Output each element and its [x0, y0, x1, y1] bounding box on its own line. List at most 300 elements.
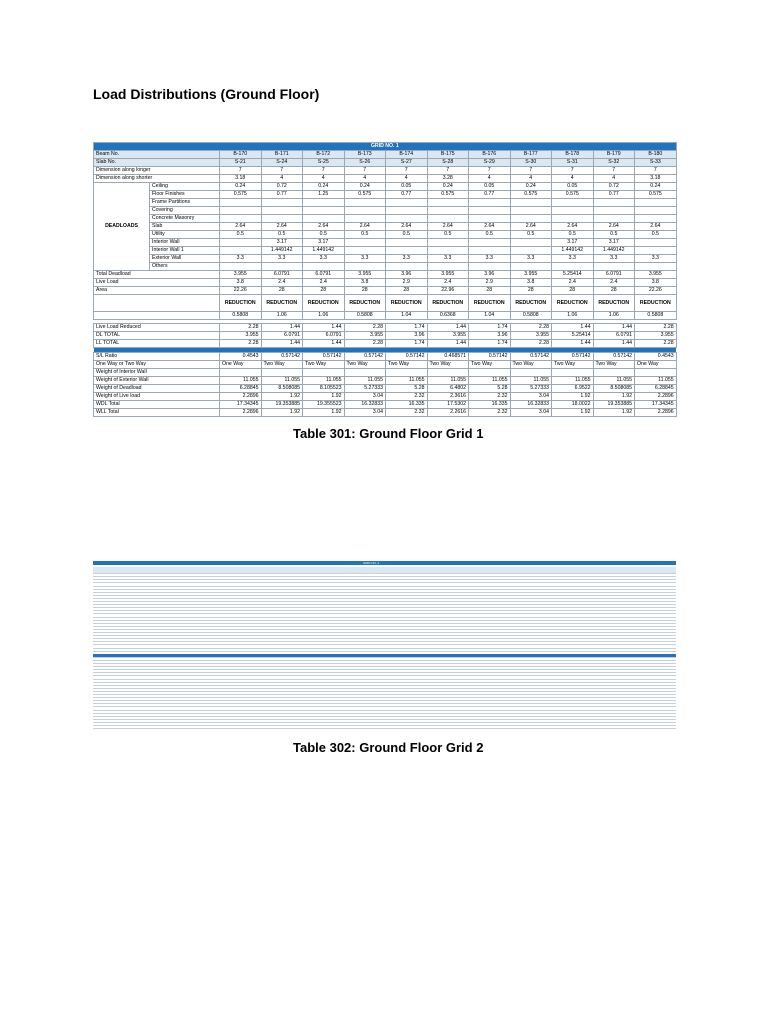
- value-cell: 3.955: [220, 332, 262, 340]
- value-cell: 3.18: [635, 175, 677, 183]
- value-cell: 3.17: [552, 239, 594, 247]
- blank-cell: [94, 295, 220, 312]
- table-row: [94, 340, 677, 348]
- table-row: [94, 183, 677, 191]
- value-cell: 11.055: [427, 377, 469, 385]
- value-cell: 0.5: [303, 231, 345, 239]
- value-cell: [303, 369, 345, 377]
- value-cell: [220, 263, 262, 271]
- value-cell: 1.44: [303, 340, 345, 348]
- value-cell: 5.27333: [510, 385, 552, 393]
- value-cell: [303, 207, 345, 215]
- value-cell: [427, 247, 469, 255]
- value-cell: 16.32833: [344, 401, 386, 409]
- reduction-value: 0.5808: [635, 312, 677, 320]
- value-cell: [593, 369, 635, 377]
- value-cell: 11.055: [386, 377, 428, 385]
- value-cell: 0.05: [386, 183, 428, 191]
- reduction-header-row: [94, 295, 677, 312]
- slab-number: S-25: [303, 159, 345, 167]
- row-label: One Way or Two Way: [94, 361, 220, 369]
- value-cell: [552, 199, 594, 207]
- beam-number-row: [94, 151, 677, 159]
- slab-number: S-32: [593, 159, 635, 167]
- reduction-value: 0.5808: [510, 312, 552, 320]
- row-label: Live Load: [94, 279, 220, 287]
- table-row: [94, 175, 677, 183]
- reduction-label: REDUCTION: [427, 295, 469, 312]
- value-cell: 0.5: [220, 231, 262, 239]
- reduction-value: 1.06: [593, 312, 635, 320]
- value-cell: 0.5: [593, 231, 635, 239]
- value-cell: 0.05: [469, 183, 511, 191]
- value-cell: 1.44: [427, 324, 469, 332]
- value-cell: 11.055: [261, 377, 303, 385]
- value-cell: 28: [469, 287, 511, 295]
- value-cell: [635, 207, 677, 215]
- value-cell: 2.28: [635, 324, 677, 332]
- reduction-label: REDUCTION: [386, 295, 428, 312]
- value-cell: 2.64: [510, 223, 552, 231]
- value-cell: 1.44: [427, 340, 469, 348]
- slab-number: S-21: [220, 159, 262, 167]
- value-cell: 0.57142: [593, 353, 635, 361]
- value-cell: 11.055: [303, 377, 345, 385]
- value-cell: 1.92: [552, 393, 594, 401]
- value-cell: 6.0791: [303, 332, 345, 340]
- value-cell: 11.055: [469, 377, 511, 385]
- value-cell: 0.575: [220, 191, 262, 199]
- value-cell: 0.5: [261, 231, 303, 239]
- value-cell: 2.64: [427, 223, 469, 231]
- value-cell: [220, 239, 262, 247]
- value-cell: [469, 239, 511, 247]
- row-label: Exterior Wall: [150, 255, 220, 263]
- value-cell: 22.26: [220, 287, 262, 295]
- value-cell: 6.28845: [220, 385, 262, 393]
- row-label: Slab: [150, 223, 220, 231]
- value-cell: Two Way: [344, 361, 386, 369]
- table-row: [94, 239, 677, 247]
- value-cell: 28: [552, 287, 594, 295]
- table-row: [94, 369, 677, 377]
- value-cell: 7: [386, 167, 428, 175]
- reduction-value: 0.5808: [344, 312, 386, 320]
- value-cell: 3.8: [510, 279, 552, 287]
- value-cell: 2.28: [510, 324, 552, 332]
- value-cell: [510, 369, 552, 377]
- value-cell: 0.77: [593, 191, 635, 199]
- table-row: [94, 409, 677, 417]
- reduction-label: REDUCTION: [344, 295, 386, 312]
- value-cell: [635, 247, 677, 255]
- value-cell: 2.4: [427, 279, 469, 287]
- value-cell: 1.449142: [593, 247, 635, 255]
- value-cell: 3.955: [427, 271, 469, 279]
- value-cell: 1.44: [593, 340, 635, 348]
- value-cell: 1.92: [303, 409, 345, 417]
- beam-number: B-180: [635, 151, 677, 159]
- value-cell: 8.508085: [261, 385, 303, 393]
- value-cell: 0.05: [552, 183, 594, 191]
- beam-number: B-170: [220, 151, 262, 159]
- value-cell: 3.3: [261, 255, 303, 263]
- slab-number: S-30: [510, 159, 552, 167]
- table-row: [94, 324, 677, 332]
- value-cell: [469, 207, 511, 215]
- value-cell: 2.64: [220, 223, 262, 231]
- value-cell: 7: [427, 167, 469, 175]
- value-cell: 3.3: [386, 255, 428, 263]
- value-cell: [510, 247, 552, 255]
- value-cell: 3.17: [261, 239, 303, 247]
- row-label: Others: [150, 263, 220, 271]
- table-302-caption: Table 302: Ground Floor Grid 2: [293, 740, 484, 755]
- value-cell: [220, 369, 262, 377]
- value-cell: 3.96: [386, 332, 428, 340]
- grid-1-table: [93, 142, 677, 417]
- value-cell: 2.64: [386, 223, 428, 231]
- beam-number: B-175: [427, 151, 469, 159]
- value-cell: 0.57142: [552, 353, 594, 361]
- table-row: [94, 279, 677, 287]
- value-cell: Two Way: [386, 361, 428, 369]
- value-cell: 2.2616: [427, 409, 469, 417]
- value-cell: [427, 369, 469, 377]
- value-cell: 1.92: [303, 393, 345, 401]
- reduction-label: REDUCTION: [510, 295, 552, 312]
- row-label: Ceiling: [150, 183, 220, 191]
- value-cell: Two Way: [427, 361, 469, 369]
- value-cell: 1.44: [261, 324, 303, 332]
- row-label: Interior Wall 1: [150, 247, 220, 255]
- value-cell: 2.3616: [427, 393, 469, 401]
- value-cell: 3.955: [220, 271, 262, 279]
- value-cell: 2.64: [261, 223, 303, 231]
- value-cell: 6.0791: [261, 271, 303, 279]
- value-cell: 3.3: [469, 255, 511, 263]
- value-cell: 11.055: [220, 377, 262, 385]
- value-cell: [469, 369, 511, 377]
- value-cell: 0.57142: [303, 353, 345, 361]
- row-label: S/L Ratio: [94, 353, 220, 361]
- value-cell: 0.575: [510, 191, 552, 199]
- deadloads-label: DEADLOADS: [94, 183, 150, 271]
- grid-2-title: GRID NO. 2: [363, 561, 380, 565]
- value-cell: [344, 207, 386, 215]
- value-cell: [469, 263, 511, 271]
- value-cell: [469, 215, 511, 223]
- value-cell: 5.27333: [344, 385, 386, 393]
- value-cell: [220, 247, 262, 255]
- slab-number: S-33: [635, 159, 677, 167]
- value-cell: 3.3: [635, 255, 677, 263]
- value-cell: 19.353885: [261, 401, 303, 409]
- value-cell: 2.32: [469, 409, 511, 417]
- beam-number: B-172: [303, 151, 345, 159]
- value-cell: 0.77: [261, 191, 303, 199]
- table-row: [94, 247, 677, 255]
- reduction-value: 1.06: [552, 312, 594, 320]
- value-cell: One Way: [635, 361, 677, 369]
- value-cell: 2.28: [635, 340, 677, 348]
- value-cell: 1.44: [303, 324, 345, 332]
- value-cell: 3.04: [344, 393, 386, 401]
- value-cell: [427, 239, 469, 247]
- value-cell: [220, 215, 262, 223]
- value-cell: 1.449142: [552, 247, 594, 255]
- value-cell: 3.955: [510, 332, 552, 340]
- value-cell: [552, 207, 594, 215]
- value-cell: 0.24: [220, 183, 262, 191]
- value-cell: 1.74: [469, 340, 511, 348]
- grid-2-row: [93, 725, 676, 729]
- table-row: [94, 332, 677, 340]
- value-cell: 1.44: [593, 324, 635, 332]
- value-cell: 19.353885: [593, 401, 635, 409]
- value-cell: 0.57142: [344, 353, 386, 361]
- slab-number: S-26: [344, 159, 386, 167]
- row-label: WDL Total: [94, 401, 220, 409]
- row-label: Utility: [150, 231, 220, 239]
- value-cell: 5.25414: [552, 332, 594, 340]
- table-row: [94, 287, 677, 295]
- value-cell: 7: [303, 167, 345, 175]
- beam-number: B-179: [593, 151, 635, 159]
- value-cell: One Way: [220, 361, 262, 369]
- row-label: Covering: [150, 207, 220, 215]
- table-row: [94, 393, 677, 401]
- value-cell: [261, 215, 303, 223]
- table-row: [94, 191, 677, 199]
- slab-number-row: [94, 159, 677, 167]
- beam-number: B-174: [386, 151, 428, 159]
- value-cell: 0.57142: [510, 353, 552, 361]
- value-cell: [427, 207, 469, 215]
- value-cell: 2.4: [261, 279, 303, 287]
- grid-2-table-thumbnail: [93, 561, 676, 729]
- value-cell: 3.955: [635, 271, 677, 279]
- value-cell: 17.34345: [635, 401, 677, 409]
- reduction-label: REDUCTION: [261, 295, 303, 312]
- page-heading: Load Distributions (Ground Floor): [93, 86, 320, 102]
- value-cell: 3.955: [344, 332, 386, 340]
- row-label: Total Deadload: [94, 271, 220, 279]
- value-cell: 0.24: [427, 183, 469, 191]
- row-label: Dimension along shorter: [94, 175, 220, 183]
- value-cell: 3.3: [510, 255, 552, 263]
- value-cell: 3.96: [386, 271, 428, 279]
- value-cell: 0.24: [635, 183, 677, 191]
- row-label: Dimension along longer: [94, 167, 220, 175]
- value-cell: [386, 369, 428, 377]
- slab-number: S-31: [552, 159, 594, 167]
- value-cell: 7: [510, 167, 552, 175]
- reduction-value: 1.06: [261, 312, 303, 320]
- value-cell: [635, 215, 677, 223]
- value-cell: 7: [593, 167, 635, 175]
- value-cell: 2.64: [593, 223, 635, 231]
- value-cell: 11.055: [552, 377, 594, 385]
- value-cell: 2.32: [386, 393, 428, 401]
- value-cell: 0.24: [344, 183, 386, 191]
- value-cell: [635, 199, 677, 207]
- table-row: [94, 401, 677, 409]
- row-label: DL TOTAL: [94, 332, 220, 340]
- value-cell: 6.0791: [261, 332, 303, 340]
- value-cell: [261, 207, 303, 215]
- value-cell: 7: [261, 167, 303, 175]
- row-label: Concrete Masonry: [150, 215, 220, 223]
- value-cell: 7: [220, 167, 262, 175]
- value-cell: 2.64: [303, 223, 345, 231]
- value-cell: 3.3: [593, 255, 635, 263]
- value-cell: 3.955: [344, 271, 386, 279]
- value-cell: 2.2896: [635, 393, 677, 401]
- value-cell: 4: [469, 175, 511, 183]
- value-cell: [344, 239, 386, 247]
- value-cell: 4: [261, 175, 303, 183]
- value-cell: 5.28: [469, 385, 511, 393]
- row-label: Beam No.: [94, 151, 220, 159]
- value-cell: [386, 207, 428, 215]
- value-cell: 17.5302: [427, 401, 469, 409]
- value-cell: 6.28845: [635, 385, 677, 393]
- value-cell: 11.055: [510, 377, 552, 385]
- value-cell: [344, 263, 386, 271]
- value-cell: 2.4: [303, 279, 345, 287]
- value-cell: [593, 199, 635, 207]
- value-cell: 0.57142: [469, 353, 511, 361]
- beam-number: B-171: [261, 151, 303, 159]
- value-cell: 0.5: [552, 231, 594, 239]
- slab-number: S-24: [261, 159, 303, 167]
- value-cell: [510, 263, 552, 271]
- value-cell: 8.508085: [593, 385, 635, 393]
- value-cell: [593, 215, 635, 223]
- value-cell: 28: [261, 287, 303, 295]
- value-cell: 4: [303, 175, 345, 183]
- value-cell: 2.32: [386, 409, 428, 417]
- value-cell: 0.57142: [261, 353, 303, 361]
- value-cell: 16.32833: [510, 401, 552, 409]
- value-cell: 18.0022: [552, 401, 594, 409]
- grid-2-title-bar: [93, 561, 676, 565]
- value-cell: 3.17: [303, 239, 345, 247]
- row-label: Weight of Interior Wall: [94, 369, 220, 377]
- value-cell: 0.4543: [220, 353, 262, 361]
- value-cell: [344, 247, 386, 255]
- value-cell: 2.9: [386, 279, 428, 287]
- value-cell: 0.575: [427, 191, 469, 199]
- value-cell: 2.28: [344, 340, 386, 348]
- value-cell: 16.335: [386, 401, 428, 409]
- reduction-label: REDUCTION: [552, 295, 594, 312]
- value-cell: 0.24: [510, 183, 552, 191]
- value-cell: 11.055: [344, 377, 386, 385]
- reduction-label: REDUCTION: [593, 295, 635, 312]
- value-cell: 4: [386, 175, 428, 183]
- value-cell: 0.72: [261, 183, 303, 191]
- value-cell: 2.64: [635, 223, 677, 231]
- slab-number: S-28: [427, 159, 469, 167]
- reduction-value: 1.06: [303, 312, 345, 320]
- value-cell: [344, 215, 386, 223]
- value-cell: 28: [303, 287, 345, 295]
- value-cell: 1.44: [552, 340, 594, 348]
- value-cell: 0.5: [469, 231, 511, 239]
- value-cell: 3.3: [220, 255, 262, 263]
- value-cell: 11.055: [593, 377, 635, 385]
- row-label: Slab No.: [94, 159, 220, 167]
- value-cell: Two Way: [552, 361, 594, 369]
- value-cell: [386, 247, 428, 255]
- value-cell: 0.5: [510, 231, 552, 239]
- value-cell: 2.9: [469, 279, 511, 287]
- grid-title: GRID NO. 1: [94, 143, 677, 151]
- value-cell: 2.28: [220, 340, 262, 348]
- table-row: [94, 207, 677, 215]
- value-cell: [386, 215, 428, 223]
- value-cell: [552, 263, 594, 271]
- reduction-label: REDUCTION: [303, 295, 345, 312]
- value-cell: 1.74: [386, 324, 428, 332]
- row-label: LL TOTAL: [94, 340, 220, 348]
- reduction-value: 1.04: [469, 312, 511, 320]
- value-cell: 0.575: [635, 191, 677, 199]
- row-label: Weight of Deadload: [94, 385, 220, 393]
- value-cell: 3.3: [303, 255, 345, 263]
- slab-number: S-27: [386, 159, 428, 167]
- reduction-label: REDUCTION: [469, 295, 511, 312]
- value-cell: 3.8: [220, 279, 262, 287]
- table-row: [94, 255, 677, 263]
- value-cell: 1.92: [593, 409, 635, 417]
- value-cell: 28: [344, 287, 386, 295]
- reduction-value: 0.6368: [427, 312, 469, 320]
- reduction-label: REDUCTION: [220, 295, 262, 312]
- value-cell: [303, 199, 345, 207]
- value-cell: 0.77: [469, 191, 511, 199]
- value-cell: [593, 207, 635, 215]
- value-cell: 2.4: [593, 279, 635, 287]
- value-cell: [386, 239, 428, 247]
- value-cell: 0.5: [344, 231, 386, 239]
- value-cell: 0.5: [386, 231, 428, 239]
- row-label: Interior Wall: [150, 239, 220, 247]
- value-cell: Two Way: [469, 361, 511, 369]
- value-cell: 19.355523: [303, 401, 345, 409]
- value-cell: [552, 215, 594, 223]
- value-cell: 3.96: [469, 332, 511, 340]
- value-cell: 4: [344, 175, 386, 183]
- value-cell: [469, 247, 511, 255]
- value-cell: 1.92: [593, 393, 635, 401]
- value-cell: [220, 207, 262, 215]
- table-row: [94, 377, 677, 385]
- value-cell: 2.2896: [220, 393, 262, 401]
- value-cell: 3.8: [344, 279, 386, 287]
- value-cell: 3.955: [510, 271, 552, 279]
- beam-number: B-178: [552, 151, 594, 159]
- value-cell: 3.04: [510, 393, 552, 401]
- value-cell: [344, 199, 386, 207]
- value-cell: 4: [593, 175, 635, 183]
- value-cell: [593, 263, 635, 271]
- value-cell: 1.92: [261, 393, 303, 401]
- value-cell: 3.28: [427, 175, 469, 183]
- value-cell: 3.96: [469, 271, 511, 279]
